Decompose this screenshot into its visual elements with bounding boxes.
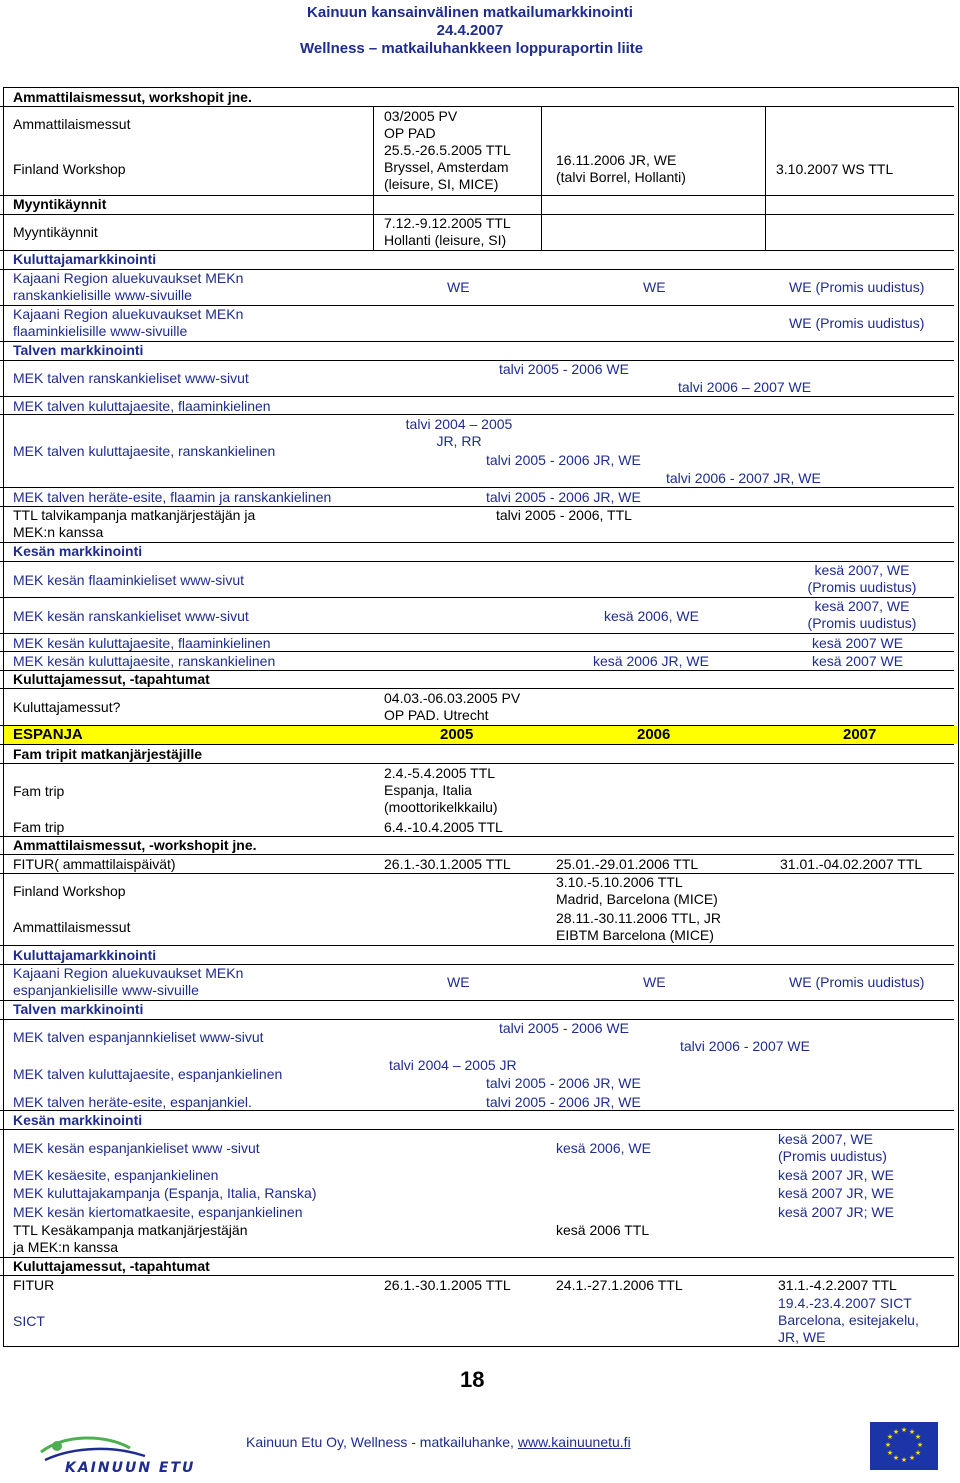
row-label: Kuluttajamessut? [13, 699, 121, 715]
row-label: Kajaani Region aluekuvaukset MEKn ranskankielisille www-sivuille [13, 270, 244, 303]
year-header-2006: 2006 [637, 726, 671, 743]
svg-text:★: ★ [886, 1449, 894, 1457]
cell-2006: 24.1.-27.1.2006 TTL [556, 1277, 683, 1293]
section-title: Kuluttajamarkkinointi [13, 947, 157, 963]
cell-2006: WE [643, 974, 666, 990]
row-label: TTL talvikampanja matkanjärjestäjän ja MEK:n kanssa [13, 507, 256, 540]
cell-2006: kesä 2006, WE [604, 608, 699, 624]
cell-2005: talvi 2004 – 2005 JR [389, 1057, 517, 1073]
row-label: SICT [13, 1313, 45, 1329]
section-title: Kuluttajamarkkinointi [13, 251, 157, 267]
svg-text:★: ★ [914, 1433, 922, 1441]
cell-2007: kesä 2007, WE (Promis uudistus) [778, 1131, 887, 1164]
col-divider [373, 106, 374, 250]
cell-2007: WE (Promis uudistus) [789, 279, 925, 295]
cell-2006: kesä 2006 TTL [556, 1222, 650, 1238]
row-label: MEK kuluttajakampanja (Espanja, Italia, Ranska) [13, 1185, 317, 1201]
eu-flag-icon [870, 1422, 938, 1470]
row-rule [0, 744, 954, 745]
page-number: 18 [460, 1367, 485, 1392]
cell-2005: 7.12.-9.12.2005 TTL Hollanti (leisure, SI) [384, 215, 511, 248]
row-label: MEK kesäesite, espanjankielinen [13, 1167, 219, 1183]
svg-text:★: ★ [916, 1441, 924, 1449]
cell-2006: talvi 2006 – 2007 WE [678, 379, 812, 395]
cell-2005: WE [447, 974, 470, 990]
row-rule [0, 360, 954, 361]
svg-text:★: ★ [900, 1456, 908, 1464]
cell-2006: 3.10.-5.10.2006 TTL Madrid, Barcelona (MICE) [556, 874, 718, 907]
svg-text:★: ★ [908, 1454, 916, 1462]
row-rule [0, 763, 954, 764]
cell-2005: talvi 2005 - 2006 JR, WE [486, 452, 641, 468]
country-title: ESPANJA [13, 726, 83, 743]
section-title: Kuluttajamessut, -tapahtumat [13, 671, 210, 687]
header-title: Kainuun kansainvälinen matkailumarkkinointi [307, 4, 633, 21]
cell-2006: 16.11.2006 JR, WE (talvi Borrel, Hollanti) [556, 152, 686, 185]
cell-2005: talvi 2005 - 2006 JR, WE [486, 489, 641, 505]
cell-2007: kesä 2007 JR; WE [778, 1204, 894, 1220]
row-rule [0, 945, 954, 946]
footer-text: Kainuun Etu Oy, Wellness - matkailuhanke, www.kainuunetu.fi [246, 1434, 631, 1450]
cell-2006: kesä 2006 JR, WE [593, 653, 709, 669]
svg-text:★: ★ [892, 1454, 900, 1462]
cell-2005: 26.1.-30.1.2005 TTL [384, 856, 511, 872]
cell-2007: kesä 2007 WE [812, 635, 904, 651]
cell-2007: 3.10.2007 WS TTL [776, 161, 894, 177]
row-rule [0, 854, 954, 855]
header-date: 24.4.2007 [436, 22, 504, 39]
svg-text:★: ★ [900, 1426, 908, 1434]
col-divider [541, 106, 542, 250]
row-label: FITUR [13, 1277, 55, 1293]
row-label: MEK talven heräte-esite, espanjankiel. [13, 1094, 252, 1110]
website-link[interactable]: www.kainuunetu.fi [517, 1434, 631, 1450]
row-label: MEK talven kuluttajaesite, ranskankielinen [13, 443, 276, 459]
row-rule [0, 396, 954, 397]
row-label: MEK talven kuluttajaesite, flaaminkielinen [13, 398, 271, 414]
kainuun-etu-logo [35, 1428, 235, 1481]
row-label: Myyntikäynnit [13, 224, 98, 240]
row-label: MEK talven kuluttajaesite, espanjankielinen [13, 1066, 283, 1082]
row-rule [0, 1275, 954, 1276]
cell-2006: 25.01.-29.01.2006 TTL [556, 856, 699, 872]
section-title: Myyntikäynnit [13, 196, 107, 212]
row-rule [0, 725, 954, 726]
row-label: TTL Kesäkampanja matkanjärjestäjän ja MEK:n kanssa [13, 1222, 248, 1255]
row-rule [0, 487, 954, 488]
row-label: MEK talven espanjannkieliset www-sivut [13, 1029, 264, 1045]
header-subtitle: Wellness – matkailuhankkeen loppuraportin liite [300, 40, 644, 57]
cell-2005: talvi 2005 - 2006, TTL [496, 507, 632, 523]
row-label: MEK kesän espanjankieliset www -sivut [13, 1140, 260, 1156]
row-label: Fam trip [13, 783, 65, 799]
section-title: Kesän markkinointi [13, 1112, 143, 1128]
row-rule [0, 195, 954, 196]
cell-2005: 26.1.-30.1.2005 TTL [384, 1277, 511, 1293]
cell-2005: 04.03.-06.03.2005 PV OP PAD. Utrecht [384, 690, 521, 723]
row-label: Fam trip [13, 819, 65, 835]
row-label: Kajaani Region aluekuvaukset MEKn flaaminkielisille www-sivuille [13, 306, 244, 339]
row-rule [0, 873, 954, 874]
cell-2005: talvi 2005 - 2006 WE [499, 361, 629, 377]
cell-2005: WE [447, 279, 470, 295]
cell-2005: talvi 2005 - 2006 JR, WE [486, 1094, 641, 1110]
cell-2005: talvi 2004 – 2005 JR, RR [405, 416, 513, 449]
row-label: Ammattilaismessut [13, 116, 131, 132]
cell-2007: kesä 2007 JR, WE [778, 1185, 894, 1201]
row-rule [0, 542, 954, 543]
row-rule [0, 688, 954, 689]
row-label: FITUR( ammattilaispäivät) [13, 856, 176, 872]
cell-2007: 31.01.-04.02.2007 TTL [780, 856, 923, 872]
section-title: Talven markkinointi [13, 342, 144, 358]
row-label: MEK kesän kuluttajaesite, flaaminkielinen [13, 635, 271, 651]
section-title: Talven markkinointi [13, 1001, 144, 1017]
row-label: MEK kesän kiertomatkaesite, espanjankielinen [13, 1204, 303, 1220]
svg-text:★: ★ [886, 1433, 894, 1441]
svg-text:★: ★ [884, 1441, 892, 1449]
row-rule [0, 106, 954, 107]
row-rule [0, 1129, 954, 1130]
section-title: Ammattilaismessut, workshopit jne. [13, 89, 252, 105]
section-title: Kuluttajamessut, -tapahtumat [13, 1258, 210, 1274]
section-title: Kesän markkinointi [13, 543, 143, 559]
cell-2007: WE (Promis uudistus) [789, 315, 925, 331]
cell-2005: talvi 2005 - 2006 JR, WE [486, 1075, 641, 1091]
cell-2006: WE [643, 279, 666, 295]
row-label: Finland Workshop [13, 883, 126, 899]
cell-2005: 6.4.-10.4.2005 TTL [384, 819, 503, 835]
row-label: MEK kesän ranskankieliset www-sivut [13, 608, 249, 624]
row-label: MEK kesän kuluttajaesite, ranskankielinen [13, 653, 276, 669]
cell-2005: talvi 2005 - 2006 WE [499, 1020, 629, 1036]
row-label: Ammattilaismessut [13, 919, 131, 935]
row-rule [0, 633, 954, 634]
cell-2006: talvi 2006 - 2007 WE [680, 1038, 810, 1054]
cell-2006: talvi 2006 - 2007 JR, WE [666, 470, 821, 486]
cell-2007: kesä 2007, WE (Promis uudistus) [807, 562, 917, 595]
cell-2007: kesä 2007 JR, WE [778, 1167, 894, 1183]
svg-text:★: ★ [892, 1428, 900, 1436]
cell-2007: 19.4.-23.4.2007 SICT Barcelona, esitejakelu, JR, WE [778, 1295, 919, 1345]
espanja-highlight [4, 726, 957, 744]
cell-2007: 31.1.-4.2.2007 TTL [778, 1277, 897, 1293]
row-label: Finland Workshop [13, 161, 126, 177]
cell-2007: kesä 2007, WE (Promis uudistus) [807, 598, 917, 631]
row-label: MEK kesän flaaminkieliset www-sivut [13, 572, 245, 588]
row-label: MEK talven heräte-esite, flaamin ja ranskankielinen [13, 489, 332, 505]
row-label: MEK talven ranskankieliset www-sivut [13, 370, 249, 386]
svg-text:★: ★ [914, 1449, 922, 1457]
cell-2006: kesä 2006, WE [556, 1140, 651, 1156]
cell-2005: 2.4.-5.4.2005 TTL Espanja, Italia (moottorikelkkailu) [384, 765, 498, 815]
row-rule [0, 1019, 954, 1020]
year-header-2005: 2005 [440, 726, 474, 743]
row-label: Kajaani Region aluekuvaukset MEKn espanjankielisille www-sivuille [13, 965, 244, 998]
section-title: Ammattilaismessut, -workshopit jne. [13, 837, 257, 853]
svg-text:KAINUUN ETU: KAINUUN ETU [65, 1460, 196, 1476]
cell-2006: 28.11.-30.11.2006 TTL, JR EIBTM Barcelona (MICE) [556, 910, 721, 943]
cell-2007: kesä 2007 WE [812, 653, 904, 669]
svg-text:★: ★ [908, 1428, 916, 1436]
year-header-2007: 2007 [843, 726, 877, 743]
document-header [300, 4, 644, 58]
cell-2007: WE (Promis uudistus) [789, 974, 925, 990]
cell-2005: 03/2005 PV OP PAD 25.5.-26.5.2005 TTL Bryssel, Amsterdam (leisure, SI, MICE) [384, 108, 511, 192]
section-title: Fam tripit matkanjärjestäjille [13, 746, 203, 762]
col-divider [765, 106, 766, 250]
